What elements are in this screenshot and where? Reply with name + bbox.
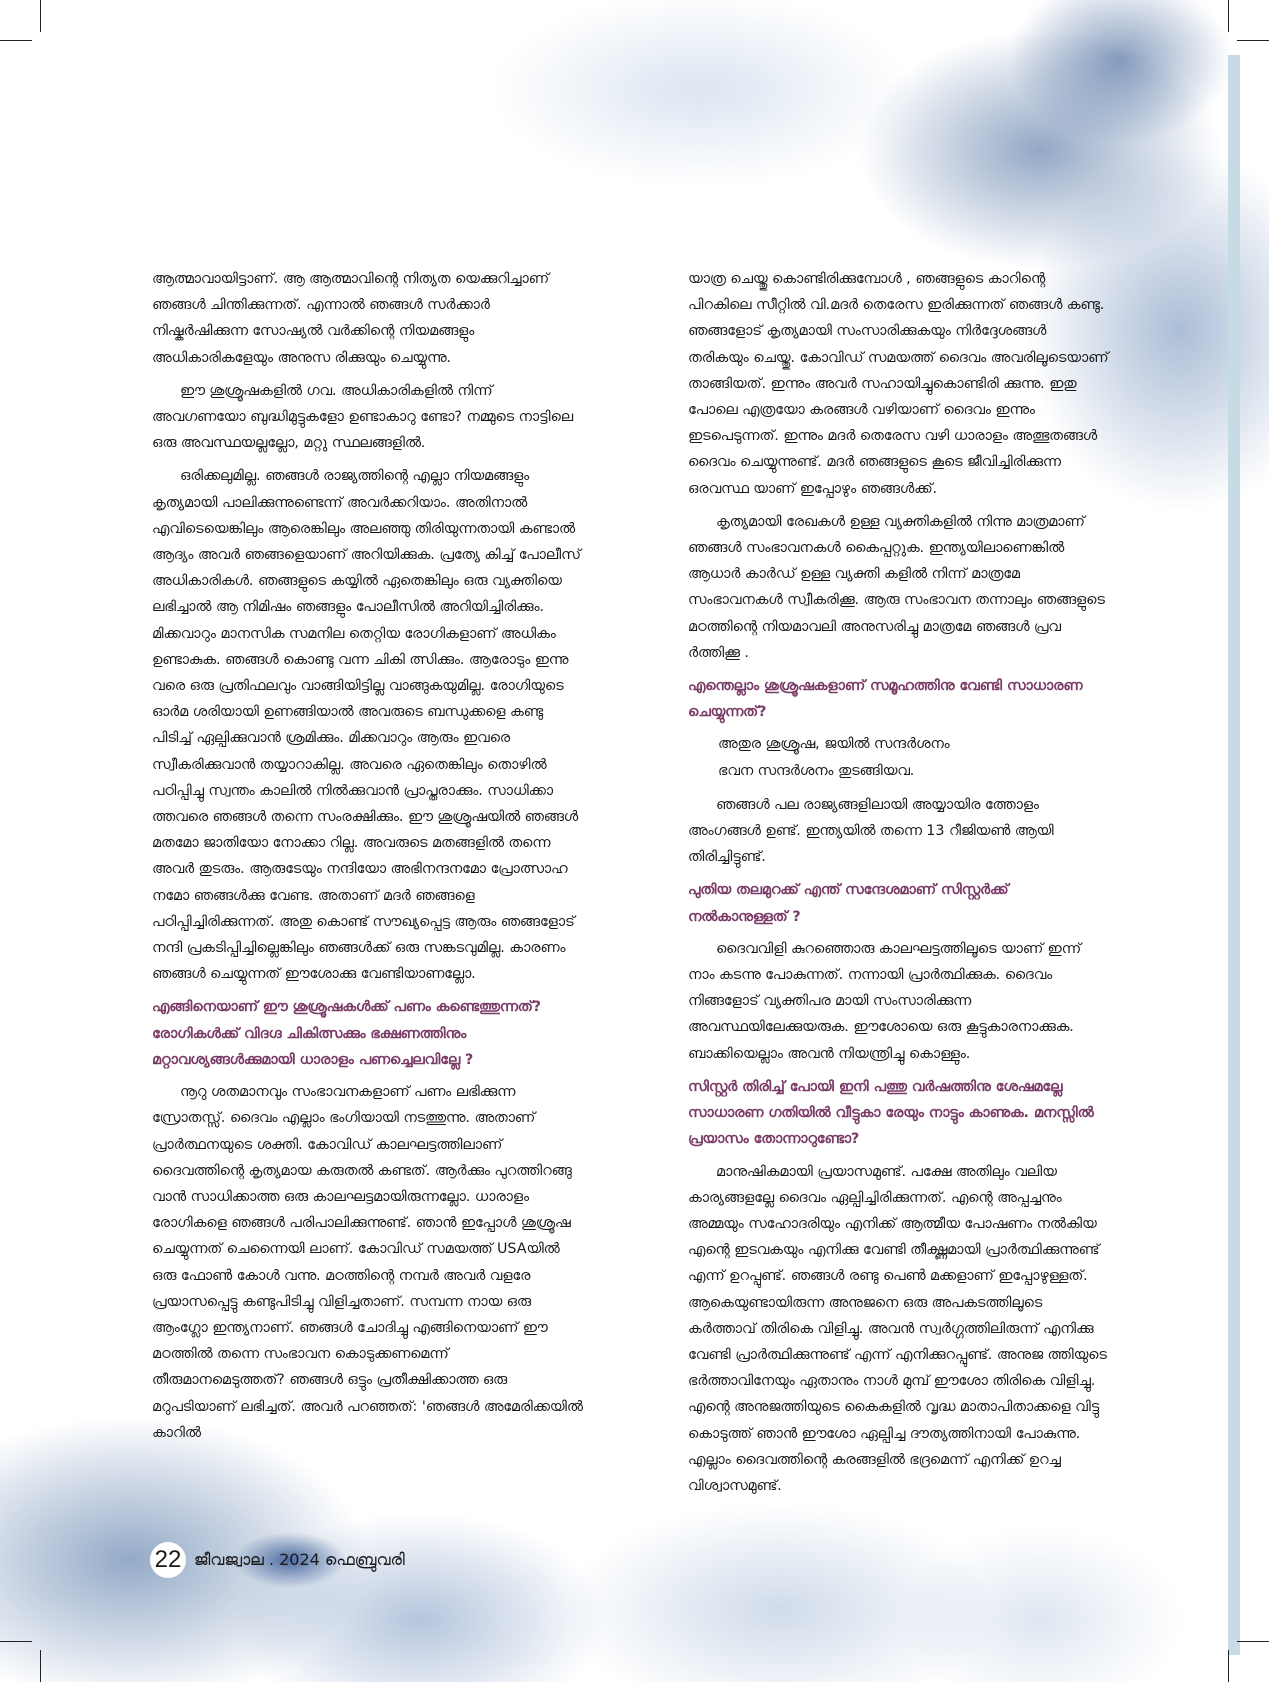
question-heading: സിസ്റ്റർ തിരിച്ച് പോയി ഇനി പത്തു വർഷത്തിനു ശേഷമല്ലേ സാധാരണ ഗതിയിൽ വീട്ടുകാ രേയും നാട്ടും കാണുക. മനസ്സിൽ പ്രയാസം തോന്നാറുണ്ടോ? [688,1078,1094,1148]
crop-mark [1237,1641,1269,1642]
question-heading: എന്തെല്ലാം ശുശ്രൂഷകളാണ് സമൂഹത്തിനു വേണ്ടി സാധാരണ ചെയ്യുന്നത്? [688,678,1083,721]
question-paragraph: ഈ ശുശ്രൂഷകളിൽ ഗവ. അധികാരികളിൽ നിന്ന് അവഗണയോ ബുദ്ധിമുട്ടുകളോ ഉണ്ടാകാറു ണ്ടോ? നമ്മുടെ നാട്ടിലെ ഒരു അവസ്ഥയല്ലല്ലോ, മറ്റു സ്ഥലങ്ങളിൽ. [152,382,573,452]
paragraph: ദൈവവിളി കുറഞ്ഞൊരു കാലഘട്ടത്തിലൂടെ യാണ് ഇന്ന് നാം കടന്നു പോകുന്നത്. നന്നായി പ്രാർത്ഥിക്കുക. ദൈവം നിങ്ങളോട് വ്യക്തിപര മായി സംസാരിക്കുന്ന അവസ്ഥയിലേക്കുയരുക. ഈശോയെ ഒരു കൂട്ടുകാരനാക്കുക. ബാക്കിയെല്ലാം അവൻ നിയന്ത്രിച്ചു കൊള്ളും. [688,940,1081,1062]
page-footer [150,1542,405,1578]
paragraph: നൂറു ശതമാനവും സംഭാവനകളാണ് പണം ലഭിക്കുന്ന സ്രോതസ്സ്. ദൈവം എല്ലാം ഭംഗിയായി നടത്തുന്നു. അതാണ് പ്രാർത്ഥനയുടെ ശക്തി. കോവിഡ് കാലഘട്ടത്തിലാണ് ദൈവത്തിന്റെ കൃത്യമായ കരുതൽ കണ്ടത്. ആർക്കും പുറത്തിറങ്ങു വാൻ സാധിക്കാത്ത ഒരു കാലഘട്ടമായിരുന്നല്ലോ. ധാരാളം രോഗികളെ ഞങ്ങൾ പരിപാലിക്കുന്നുണ്ട്. ഞാൻ ഇപ്പോൾ ശുശ്രൂഷ ചെയ്യുന്നത് ചെന്നൈയി ലാണ്. കോവിഡ് സമയത്ത് USAയിൽ ഒരു ഫോൺ കോൾ വന്നു. മഠത്തിന്റെ നമ്പർ അവർ വളരേ പ്രയാസപ്പെട്ടു കണ്ടുപിടിച്ചു വിളിച്ചതാണ്. സമ്പന്ന നായ ഒരു ആംഗ്ലോ ഇന്ത്യനാണ്. ഞങ്ങൾ ചോദിച്ചു എങ്ങിനെയാണ് ഈ മഠത്തിൽ തന്നെ സംഭാവന കൊടുക്കണമെന്ന് തീരുമാനമെടുത്തത്? ഞങ്ങൾ ഒട്ടും പ്രതീക്ഷിക്കാത്ത ഒരു മറുപടിയാണ് ലഭിച്ചത്. അവർ പറഞ്ഞത്: 'ഞങ്ങൾ അമേരിക്കയിൽ കാറിൽ [152,1084,583,1441]
list-item: അതുര ശുശ്രൂഷ, ജയിൽ സന്ദർശനം [718,736,950,753]
paragraph: കൃത്യമായി രേഖകൾ ഉള്ള വ്യക്തികളിൽ നിന്നു മാത്രമാണ് ഞങ്ങൾ സംഭാവനകൾ കൈപ്പറ്റുക. ഇന്ത്യയിലാണെങ്കിൽ ആധാർ കാർഡ് ഉള്ള വ്യക്തി കളിൽ നിന്ന് മാത്രമേ സംഭാവനകൾ സ്വീകരിക്കൂ. ആരു സംഭാവന തന്നാലും ഞങ്ങളുടെ മഠത്തിന്റെ നിയമാവലി അനുസരിച്ചു മാത്രമേ ഞങ്ങൾ പ്രവ ർത്തിക്കൂ . [688,513,1105,661]
crop-mark [1228,1650,1229,1682]
paragraph: മാനുഷികമായി പ്രയാസമുണ്ട്. പക്ഷേ അതിലും വലിയ കാര്യങ്ങളല്ലേ ദൈവം ഏല്പിച്ചിരിക്കുന്നത്. എന്റെ അപ്പച്ചനും അമ്മയും സഹോദരിയും എനിക്ക് ആത്മീയ പോഷണം നൽകിയ എന്റെ ഇടവകയും എനിക്കു വേണ്ടി തീക്ഷ്ണമായി പ്രാർത്ഥിക്കുന്നുണ്ട് എന്ന് ഉറപ്പുണ്ട്. ഞങ്ങൾ രണ്ടു പെൺ മക്കളാണ് ഇപ്പോഴുള്ളത്. ആകെയുണ്ടായിരുന്ന അനുജനെ ഒരു അപകടത്തിലൂടെ കർത്താവ് തിരികെ വിളിച്ചു. അവൻ സ്വർഗ്ഗത്തിലിരുന്ന് എനിക്കു വേണ്ടി പ്രാർത്ഥിക്കുന്നുണ്ട് എന്ന് എനിക്കുറപ്പുണ്ട്. അനുജ ത്തിയുടെ ഭർത്താവിനേയും ഏതാനും നാൾ മുമ്പ് ഈശോ തിരികെ വിളിച്ചു. എന്റെ അനുജത്തിയുടെ കൈകളിൽ വൃദ്ധ മാതാപിതാക്കളെ വിട്ടു കൊടുത്ത് ഞാൻ ഈശോ ഏല്പിച്ച ദൗത്യത്തിനായി പോകുന്നു. എല്ലാം ദൈവത്തിന്റെ കരങ്ങളിൽ ഭദ്രമെന്ന് എനിക്ക് ഉറച്ച വിശ്വാസമുണ്ട്. [688,1163,1107,1494]
crop-mark [0,1641,32,1642]
ministry-list [688,731,1110,783]
crop-mark [40,0,41,32]
list-item: ഭവന സന്ദർശനം തുടങ്ങിയവ. [718,762,915,779]
right-column [688,266,1110,1506]
crop-mark [0,40,32,41]
crop-mark [1228,0,1229,32]
paragraph: യാത്ര ചെയ്തു കൊണ്ടിരിക്കുമ്പോൾ , ഞങ്ങളുടെ കാറിന്റെ പിറകിലെ സീറ്റിൽ വി.മദർ തെരേസ ഇരിക്കുന്നത് ഞങ്ങൾ കണ്ടു. ഞങ്ങളോട് കൃത്യമായി സംസാരിക്കുകയും നിർദ്ദേശങ്ങൾ തരികയും ചെയ്തു. കോവിഡ് സമയത്ത് ദൈവം അവരിലൂടെയാണ് താങ്ങിയത്. ഇന്നും അവർ സഹായിച്ചുകൊണ്ടിരി ക്കുന്നു. ഇതു പോലെ എത്രയോ കരങ്ങൾ വഴിയാണ് ദൈവം ഇന്നും ഇടപെടുന്നത്. ഇന്നും മദർ തെരേസ വഴി ധാരാളം അത്ഭുതങ്ങൾ ദൈവം ചെയ്യുന്നുണ്ട്. മദർ ഞങ്ങളുടെ കൂടെ ജീവിച്ചിരിക്കുന്ന ഒരവസ്ഥ യാണ് ഇപ്പോഴും ഞങ്ങൾക്ക്. [688,271,1109,497]
crop-mark [1237,40,1269,41]
paragraph: ഒരിക്കലുമില്ല. ഞങ്ങൾ രാജ്യത്തിന്റെ എല്ലാ നിയമങ്ങളും കൃത്യമായി പാലിക്കുന്നുണ്ടെന്ന് അവർക്കറിയാം. അതിനാൽ എവിടെയെങ്കിലും ആരെങ്കിലും അലഞ്ഞു തിരിയുന്നതായി കണ്ടാൽ ആദ്യം അവർ ഞങ്ങളെയാണ് അറിയിക്കുക. പ്രത്യേ കിച്ച് പോലീസ് അധികാരികൾ. ഞങ്ങളുടെ കയ്യിൽ ഏതെങ്കിലും ഒരു വ്യക്തിയെ ലഭിച്ചാൽ ആ നിമിഷം ഞങ്ങളും പോലീസിൽ അറിയിച്ചിരിക്കും. മിക്കവാറും മാനസിക സമനില തെറ്റിയ രോഗികളാണ് അധികം ഉണ്ടാകുക. ഞങ്ങൾ കൊണ്ടു വന്ന ചികി ത്സിക്കും. ആരോടും ഇന്നു വരെ ഒരു പ്രതിഫലവും വാങ്ങിയിട്ടില്ല വാങ്ങുകയുമില്ല. രോഗിയുടെ ഓർമ ശരിയായി ഉണങ്ങിയാൽ അവരുടെ ബന്ധുക്കളെ കണ്ടു പിടിച്ച് ഏല്പിക്കുവാൻ ശ്രമിക്കും. മിക്കവാറും ആരും ഇവരെ സ്വീകരിക്കുവാൻ തയ്യാറാകില്ല. അവരെ ഏതെങ്കിലും തൊഴിൽ പഠിപ്പിച്ചു സ്വന്തം കാലിൽ നിൽക്കുവാൻ പ്രാപ്തരാക്കും. സാധിക്കാ ത്തവരെ ഞങ്ങൾ തന്നെ സംരക്ഷിക്കും. ഈ ശുശ്രൂഷയിൽ ഞങ്ങൾ മതമോ ജാതിയോ നോക്കാ റില്ല. അവരുടെ മതങ്ങളിൽ തന്നെ അവർ തുടരും. ആരുടേയും നന്ദിയോ അഭിനന്ദനമോ പ്രോത്സാഹ നമോ ഞങ്ങൾക്കു വേണ്ട. അതാണ് മദർ ഞങ്ങളെ പഠിപ്പിച്ചിരിക്കുന്നത്. അതു കൊണ്ട് സൗഖ്യപ്പെട്ട ആരും ഞങ്ങളോട് നന്ദി പ്രകടിപ്പിച്ചില്ലെങ്കിലും ഞങ്ങൾക്ക് ഒരു സങ്കടവുമില്ല. കാരണം ഞങ്ങൾ ചെയ്യുന്നത് ഈശോക്കു വേണ്ടിയാണല്ലോ. [152,468,581,983]
question-heading: പുതിയ തലമുറക്ക് എന്ത് സന്ദേശമാണ് സിസ്റ്റർക്ക് നൽകാനുള്ളത് ? [688,882,1009,925]
page-edge-strip [1228,55,1240,1655]
page-number: 22 [150,1542,186,1578]
paragraph: ഞങ്ങൾ പല രാജ്യങ്ങളിലായി അയ്യായിര ത്തോളം അംഗങ്ങൾ ഉണ്ട്. ഇന്ത്യയിൽ തന്നെ 13 റീജിയൺ ആയി തിരിച്ചിട്ടുണ്ട്. [688,796,1054,866]
magazine-issue-line: ജീവജ്വാല . 2024 ഫെബ്രുവരി [194,1550,405,1569]
question-heading: എങ്ങിനെയാണ് ഈ ശുശ്രൂഷകൾക്ക് പണം കണ്ടെത്തുന്നത്? രോഗികൾക്ക് വിദഗ്ദ ചികിത്സക്കും ഭക്ഷണത്തിനും മറ്റാവശ്യങ്ങൾക്കുമായി ധാരാളം പണച്ചെലവില്ലേ ? [152,999,541,1068]
paragraph: ആത്മാവായിട്ടാണ്. ആ ആത്മാവിന്റെ നിത്യത യെക്കുറിച്ചാണ് ഞങ്ങൾ ചിന്തിക്കുന്നത്. എന്നാൽ ഞങ്ങൾ സർക്കാർ നിഷ്കർഷിക്കുന്ന സോഷ്യൽ വർക്കിന്റെ നിയമങ്ങളും അധികാരികളേയും അനുസ രിക്കുയും ചെയ്യുന്നു. [152,271,549,366]
left-column [152,266,584,1453]
crop-mark [40,1650,41,1682]
